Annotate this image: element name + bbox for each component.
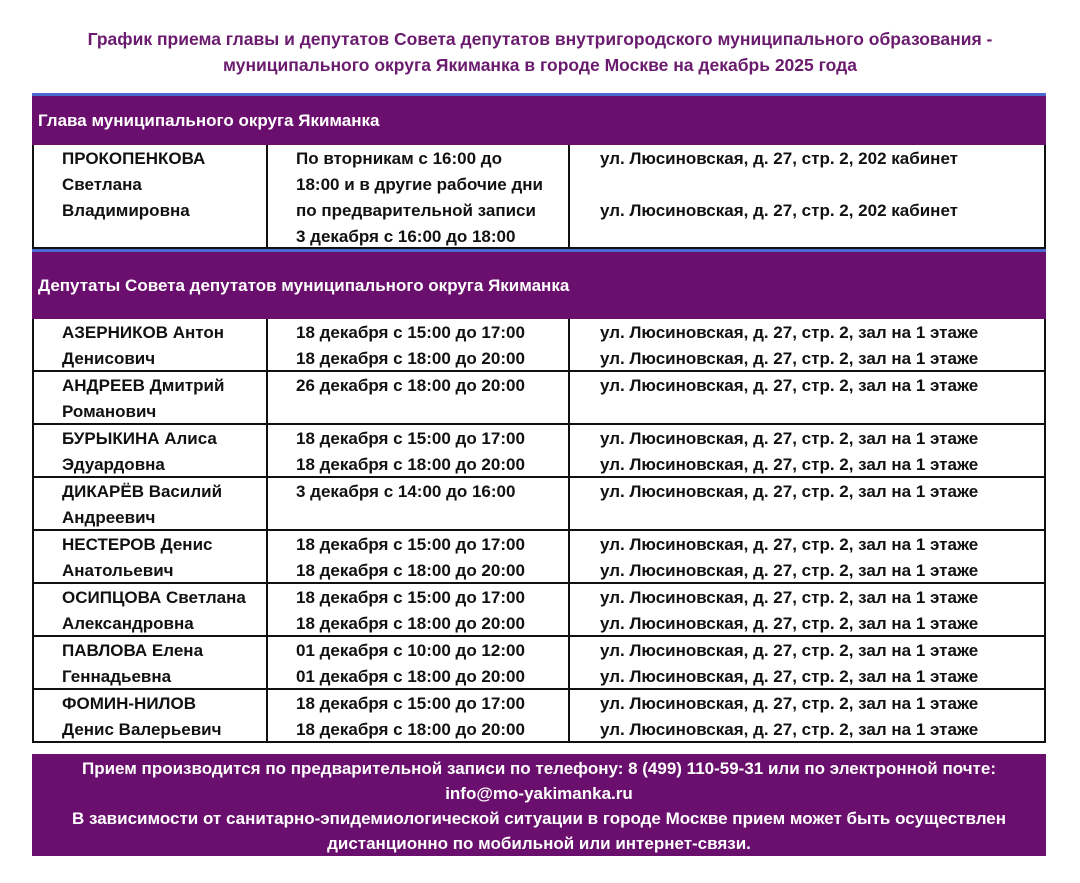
name-line: ПРОКОПЕНКОВА [62,149,206,168]
time-cell [268,372,570,423]
name-line: АНДРЕЕВ Дмитрий [62,376,225,395]
time-line: 01 декабря с 18:00 до 20:00 [296,667,525,686]
name-line: АЗЕРНИКОВ Антон [62,323,224,342]
address-line: ул. Люсиновская, д. 27, стр. 2, зал на 1 этаже [600,614,979,633]
name-cell [34,584,268,635]
title-line-1: График приема главы и депутатов Совета депутатов внутригородского муниципального образования - [87,29,993,49]
address-line: ул. Люсиновская, д. 27, стр. 2, зал на 1 этаже [600,429,979,448]
address-cell [570,531,1044,582]
time-line: 3 декабря с 16:00 до 18:00 [296,227,516,246]
address-cell [570,478,1044,529]
time-cell [268,319,570,370]
time-line: 18 декабря с 15:00 до 17:00 [296,588,525,607]
head-row [32,145,1046,249]
name-line: ДИКАРЁВ Василий [62,482,223,501]
name-cell [34,637,268,688]
name-line: Андреевич [62,508,156,527]
name-line: ПАВЛОВА Елена [62,641,204,660]
time-cell [268,690,570,741]
address-cell [570,319,1044,370]
address-line [600,224,1044,247]
name-cell [34,145,268,247]
time-line: 18 декабря с 15:00 до 17:00 [296,429,525,448]
deputy-row [32,425,1046,478]
time-line: 18 декабря с 18:00 до 20:00 [296,561,525,580]
name-line: Денис Валерьевич [62,720,222,739]
time-line: 18 декабря с 18:00 до 20:00 [296,349,525,368]
time-line: 18 декабря с 18:00 до 20:00 [296,455,525,474]
deputies-section-header: Депутаты Совета депутатов муниципального округа Якиманка [32,249,1046,319]
name-line: БУРЫКИНА Алиса [62,429,217,448]
time-line: 18 декабря с 15:00 до 17:00 [296,535,525,554]
time-line [296,399,568,423]
name-cell [34,319,268,370]
name-cell [34,690,268,741]
name-line: НЕСТЕРОВ Денис [62,535,213,554]
name-line: Светлана [62,175,142,194]
name-line: ОСИПЦОВА Светлана [62,588,246,607]
footer-line-3: В зависимости от санитарно-эпидемиологической ситуации в городе Москве прием может быть осуществлен [71,809,1007,828]
address-line [600,505,1044,529]
address-line: ул. Люсиновская, д. 27, стр. 2, зал на 1 этаже [600,535,979,554]
name-line: Эдуардовна [62,455,165,474]
time-line: 18:00 и в другие рабочие дни [296,175,543,194]
deputy-row [32,690,1046,743]
time-line: 01 декабря с 10:00 до 12:00 [296,641,525,660]
name-line: Геннадьевна [62,667,172,686]
deputy-row [32,584,1046,637]
deputy-row [32,319,1046,372]
deputy-row [32,478,1046,531]
name-cell [34,531,268,582]
deputy-row [32,637,1046,690]
address-line: ул. Люсиновская, д. 27, стр. 2, 202 кабинет [600,149,958,168]
deputy-row [32,531,1046,584]
name-line: Александровна [62,614,194,633]
time-line: 18 декабря с 15:00 до 17:00 [296,323,525,342]
address-line: ул. Люсиновская, д. 27, стр. 2, зал на 1 этаже [600,720,979,739]
time-line: 18 декабря с 15:00 до 17:00 [296,694,525,713]
name-cell [34,372,268,423]
address-cell [570,637,1044,688]
address-line: ул. Люсиновская, д. 27, стр. 2, зал на 1 этаже [600,349,979,368]
time-cell [268,637,570,688]
name-cell [34,425,268,476]
name-line: Романович [62,402,157,421]
title-line-2: муниципального округа Якиманка в городе Москве на декабрь 2025 года [223,55,857,75]
deputy-row [32,372,1046,425]
footer-email: info@mo-yakimanka.ru [445,784,633,803]
address-line: ул. Люсиновская, д. 27, стр. 2, зал на 1 этаже [600,588,979,607]
time-cell [268,425,570,476]
address-line: ул. Люсиновская, д. 27, стр. 2, зал на 1 этаже [600,667,979,686]
address-line: ул. Люсиновская, д. 27, стр. 2, зал на 1 этаже [600,561,979,580]
footer-line-1: Прием производится по предварительной записи по телефону: 8 (499) 110-59-31 или по электронной почте: [81,759,997,778]
name-line: ФОМИН-НИЛОВ [62,694,196,713]
address-line: ул. Люсиновская, д. 27, стр. 2, зал на 1 этаже [600,482,979,501]
schedule-table [32,93,1046,743]
deputies-rows [32,319,1046,743]
time-line: 18 декабря с 18:00 до 20:00 [296,614,525,633]
footer-line-4: дистанционно по мобильной или интернет-связи. [327,834,751,853]
time-cell [268,478,570,529]
address-cell [570,372,1044,423]
time-cell [268,531,570,582]
address-line [600,172,1044,198]
address-cell [570,584,1044,635]
address-cell [570,145,1044,247]
name-cell [34,478,268,529]
footer-note [32,754,1046,856]
name-line: Владимировна [62,201,190,220]
page-title [40,26,1040,78]
address-line [600,399,1044,423]
name-line: Анатольевич [62,561,174,580]
address-line: ул. Люсиновская, д. 27, стр. 2, зал на 1 этаже [600,694,979,713]
head-section-header: Глава муниципального округа Якиманка [32,93,1046,145]
address-line: ул. Люсиновская, д. 27, стр. 2, зал на 1 этаже [600,455,979,474]
time-line [296,505,568,529]
time-line: По вторникам с 16:00 до [296,149,502,168]
time-line: по предварительной записи [296,201,536,220]
time-line: 3 декабря с 14:00 до 16:00 [296,482,516,501]
address-line: ул. Люсиновская, д. 27, стр. 2, 202 кабинет [600,201,958,220]
address-line: ул. Люсиновская, д. 27, стр. 2, зал на 1 этаже [600,376,979,395]
address-line: ул. Люсиновская, д. 27, стр. 2, зал на 1 этаже [600,641,979,660]
address-line: ул. Люсиновская, д. 27, стр. 2, зал на 1 этаже [600,323,979,342]
address-cell [570,425,1044,476]
name-line: Денисович [62,349,156,368]
time-line: 18 декабря с 18:00 до 20:00 [296,720,525,739]
time-line: 26 декабря с 18:00 до 20:00 [296,376,525,395]
time-cell [268,145,570,247]
time-cell [268,584,570,635]
address-cell [570,690,1044,741]
